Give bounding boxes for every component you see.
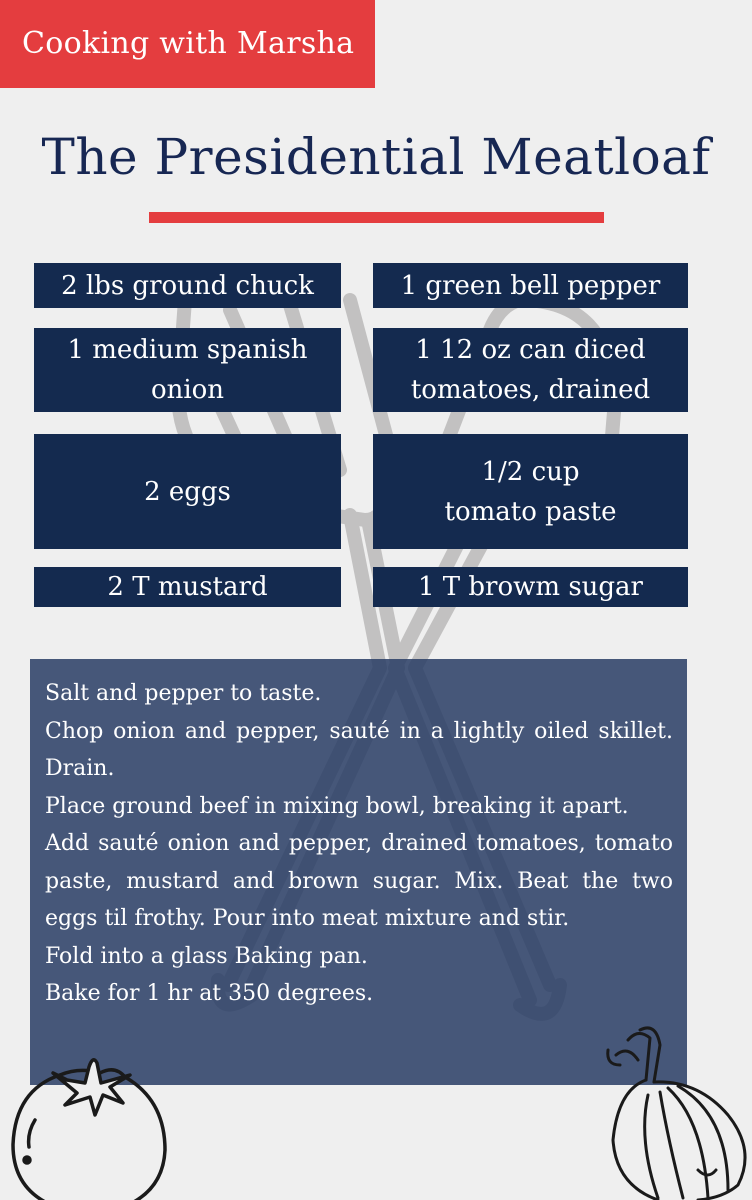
instructions-panel — [30, 659, 687, 1085]
ingredient-item: 1 medium spanish onion — [34, 328, 341, 412]
instruction-step: Fold into a glass Baking pan. — [45, 943, 368, 969]
ingredient-item: 2 T mustard — [34, 567, 341, 607]
ingredient-item: 1 12 oz can diced tomatoes, drained — [373, 328, 688, 412]
ingredient-item: 2 lbs ground chuck — [34, 263, 341, 308]
instruction-step: Add sauté onion and pepper, drained tomatoes, tomato paste, mustard and brown sugar. Mix. Beat the two eggs til frothy. Pour into meat mixture and stir. — [45, 831, 673, 931]
brand-banner — [0, 0, 375, 88]
ingredient-item: 1/2 cup tomato paste — [373, 434, 688, 549]
instruction-step: Bake for 1 hr at 350 degrees. — [45, 981, 374, 1006]
brand-name: Cooking with Marsha — [22, 26, 355, 61]
ingredient-item: 2 eggs — [34, 434, 341, 549]
recipe-title: The Presidential Meatloaf — [41, 128, 711, 186]
instruction-step: Chop onion and pepper, sauté in a lightly oiled skillet. Drain. — [45, 718, 673, 781]
ingredient-item: 1 T browm sugar — [373, 567, 688, 607]
instruction-step: Salt and pepper to taste. — [45, 681, 322, 706]
title-divider — [149, 212, 604, 223]
instruction-step: Place ground beef in mixing bowl, breaking it apart. — [45, 793, 629, 819]
ingredient-item: 1 green bell pepper — [373, 263, 688, 308]
